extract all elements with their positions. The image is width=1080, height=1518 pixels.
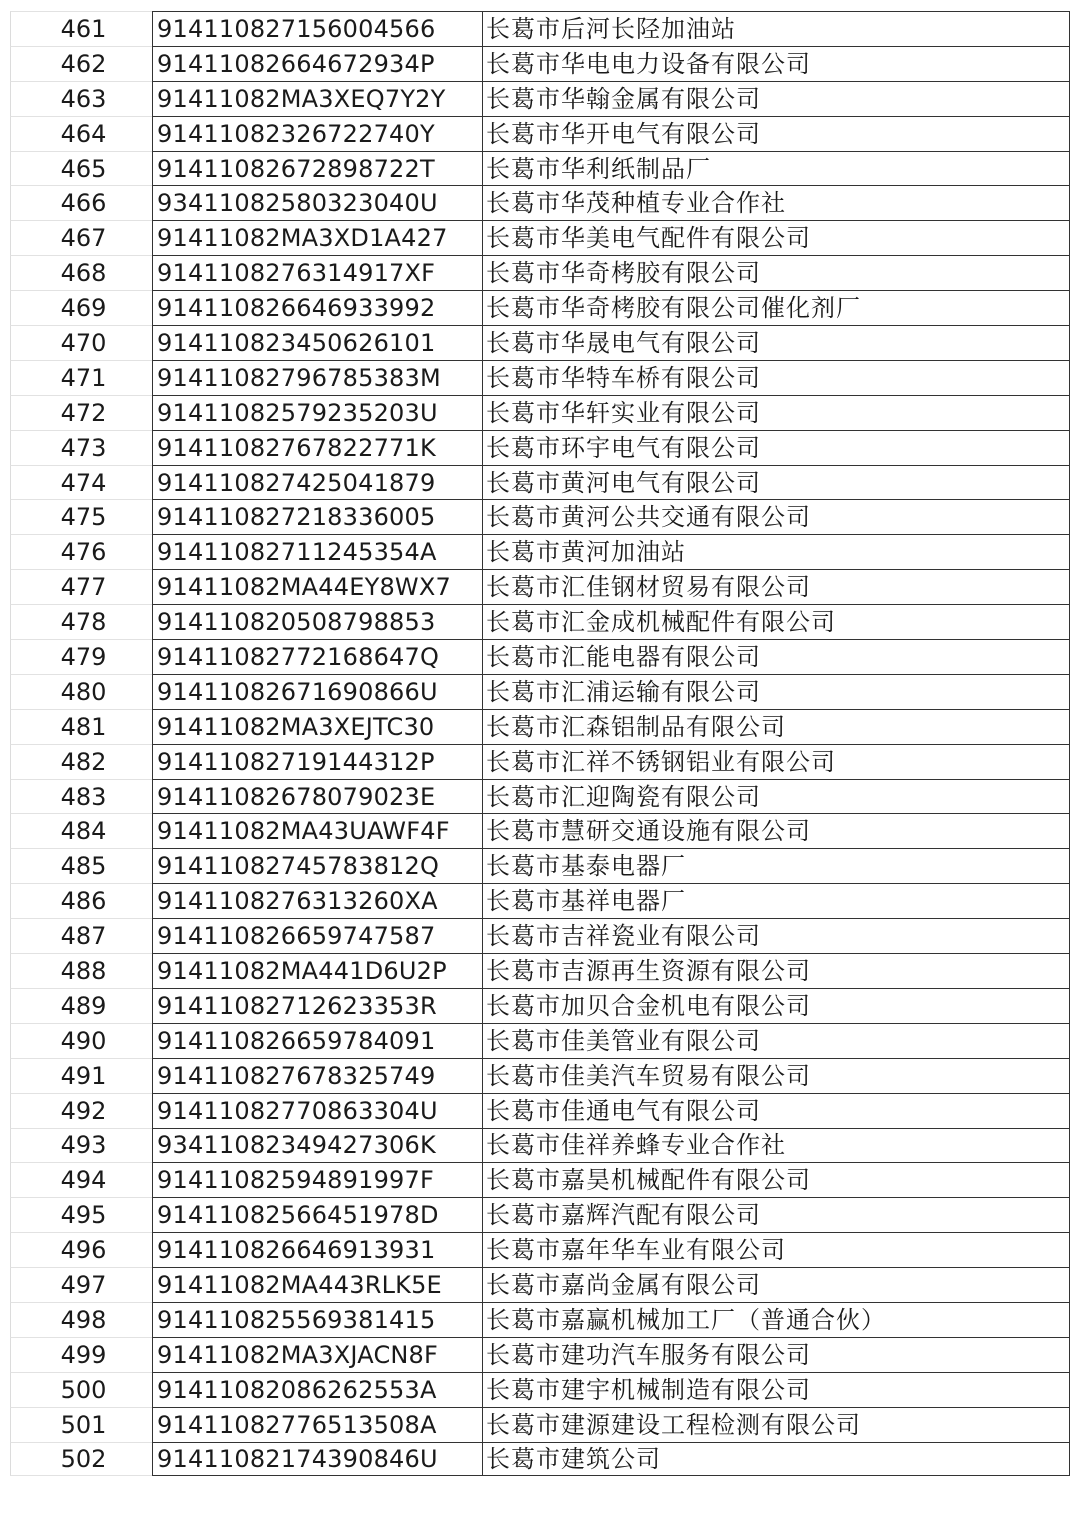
table-row [10, 1302, 1070, 1337]
row-number-cell: 464 [10, 116, 152, 151]
credit-code-cell: 91411082086262553A [152, 1372, 482, 1407]
company-name-cell: 长葛市汇祥不锈钢铝业有限公司 [482, 744, 1070, 779]
credit-code-cell: 91411082MA3XEJTC30 [152, 709, 482, 744]
company-name-cell: 长葛市嘉赢机械加工厂（普通合伙） [482, 1302, 1070, 1337]
row-number-cell: 467 [10, 220, 152, 255]
row-number-cell: 496 [10, 1232, 152, 1267]
row-number-cell: 470 [10, 325, 152, 360]
credit-code-cell: 93411082580323040U [152, 185, 482, 220]
company-name-cell: 长葛市华奇栲胶有限公司 [482, 255, 1070, 290]
company-registry-table [10, 11, 1070, 1476]
company-name-cell: 长葛市汇浦运输有限公司 [482, 674, 1070, 709]
table-row [10, 1372, 1070, 1407]
credit-code-cell: 91411082770863304U [152, 1093, 482, 1128]
company-name-cell: 长葛市汇金成机械配件有限公司 [482, 604, 1070, 639]
credit-code-cell: 914110826646913931 [152, 1232, 482, 1267]
table-row [10, 116, 1070, 151]
row-number-cell: 472 [10, 395, 152, 430]
company-name-cell: 长葛市华翰金属有限公司 [482, 81, 1070, 116]
table-row [10, 151, 1070, 186]
row-number-cell: 463 [10, 81, 152, 116]
company-name-cell: 长葛市佳美汽车贸易有限公司 [482, 1058, 1070, 1093]
row-number-cell: 474 [10, 465, 152, 500]
table-row [10, 46, 1070, 81]
credit-code-cell: 914110825569381415 [152, 1302, 482, 1337]
row-number-cell: 490 [10, 1023, 152, 1058]
company-name-cell: 长葛市汇迎陶瓷有限公司 [482, 779, 1070, 814]
row-number-cell: 469 [10, 290, 152, 325]
row-number-cell: 471 [10, 360, 152, 395]
company-name-cell: 长葛市华利纸制品厂 [482, 151, 1070, 186]
table-row [10, 1232, 1070, 1267]
table-row [10, 360, 1070, 395]
row-number-cell: 488 [10, 953, 152, 988]
company-name-cell: 长葛市华电电力设备有限公司 [482, 46, 1070, 81]
company-name-cell: 长葛市慧研交通设施有限公司 [482, 813, 1070, 848]
company-name-cell: 长葛市嘉年华车业有限公司 [482, 1232, 1070, 1267]
row-number-cell: 483 [10, 779, 152, 814]
table-row [10, 1197, 1070, 1232]
credit-code-cell: 91411082664672934P [152, 46, 482, 81]
row-number-cell: 495 [10, 1197, 152, 1232]
credit-code-cell: 914110826646933992 [152, 290, 482, 325]
row-number-cell: 485 [10, 848, 152, 883]
credit-code-cell: 91411082MA3XEQ7Y2Y [152, 81, 482, 116]
credit-code-cell: 91411082678079023E [152, 779, 482, 814]
company-name-cell: 长葛市黄河加油站 [482, 534, 1070, 569]
credit-code-cell: 914110827678325749 [152, 1058, 482, 1093]
company-name-cell: 长葛市佳祥养蜂专业合作社 [482, 1128, 1070, 1163]
company-name-cell: 长葛市黄河电气有限公司 [482, 465, 1070, 500]
credit-code-cell: 914110827425041879 [152, 465, 482, 500]
row-number-cell: 502 [10, 1442, 152, 1477]
credit-code-cell: 91411082711245354A [152, 534, 482, 569]
credit-code-cell: 914110826659747587 [152, 918, 482, 953]
credit-code-cell: 914110827218336005 [152, 499, 482, 534]
company-name-cell: 长葛市汇森铝制品有限公司 [482, 709, 1070, 744]
table-row [10, 1093, 1070, 1128]
table-row [10, 1442, 1070, 1477]
company-name-cell: 长葛市嘉昊机械配件有限公司 [482, 1162, 1070, 1197]
credit-code-cell: 91411082MA443RLK5E [152, 1267, 482, 1302]
row-number-cell: 501 [10, 1407, 152, 1442]
row-number-cell: 475 [10, 499, 152, 534]
table-row [10, 1023, 1070, 1058]
credit-code-cell: 91411082594891997F [152, 1162, 482, 1197]
table-row [10, 1267, 1070, 1302]
table-row [10, 11, 1070, 46]
table-row [10, 918, 1070, 953]
credit-code-cell: 914110826659784091 [152, 1023, 482, 1058]
table-row [10, 325, 1070, 360]
row-number-cell: 494 [10, 1162, 152, 1197]
row-number-cell: 482 [10, 744, 152, 779]
table-row [10, 1058, 1070, 1093]
company-name-cell: 长葛市吉祥瓷业有限公司 [482, 918, 1070, 953]
table-row [10, 744, 1070, 779]
table-row [10, 185, 1070, 220]
credit-code-cell: 9141108276313260XA [152, 883, 482, 918]
company-name-cell: 长葛市环宇电气有限公司 [482, 430, 1070, 465]
credit-code-cell: 91411082767822771K [152, 430, 482, 465]
credit-code-cell: 91411082326722740Y [152, 116, 482, 151]
table-row [10, 848, 1070, 883]
company-name-cell: 长葛市后河长陉加油站 [482, 11, 1070, 46]
table-row [10, 499, 1070, 534]
credit-code-cell: 91411082566451978D [152, 1197, 482, 1232]
company-name-cell: 长葛市佳美管业有限公司 [482, 1023, 1070, 1058]
row-number-cell: 461 [10, 11, 152, 46]
table-row [10, 1162, 1070, 1197]
row-number-cell: 484 [10, 813, 152, 848]
company-name-cell: 长葛市建源建设工程检测有限公司 [482, 1407, 1070, 1442]
table-row [10, 290, 1070, 325]
row-number-cell: 499 [10, 1337, 152, 1372]
credit-code-cell: 91411082745783812Q [152, 848, 482, 883]
table-row [10, 779, 1070, 814]
credit-code-cell: 91411082672898722T [152, 151, 482, 186]
credit-code-cell: 93411082349427306K [152, 1128, 482, 1163]
row-number-cell: 492 [10, 1093, 152, 1128]
table-row [10, 255, 1070, 290]
table-row [10, 220, 1070, 255]
company-name-cell: 长葛市嘉辉汽配有限公司 [482, 1197, 1070, 1232]
table-row [10, 1337, 1070, 1372]
company-name-cell: 长葛市汇能电器有限公司 [482, 639, 1070, 674]
table-row [10, 604, 1070, 639]
row-number-cell: 500 [10, 1372, 152, 1407]
company-name-cell: 长葛市华特车桥有限公司 [482, 360, 1070, 395]
credit-code-cell: 914110823450626101 [152, 325, 482, 360]
row-number-cell: 477 [10, 569, 152, 604]
credit-code-cell: 91411082719144312P [152, 744, 482, 779]
company-name-cell: 长葛市嘉尚金属有限公司 [482, 1267, 1070, 1302]
credit-code-cell: 91411082712623353R [152, 988, 482, 1023]
table-row [10, 883, 1070, 918]
credit-code-cell: 9141108276314917XF [152, 255, 482, 290]
company-name-cell: 长葛市基泰电器厂 [482, 848, 1070, 883]
table-row [10, 569, 1070, 604]
company-name-cell: 长葛市加贝合金机电有限公司 [482, 988, 1070, 1023]
table-row [10, 674, 1070, 709]
row-number-cell: 486 [10, 883, 152, 918]
row-number-cell: 497 [10, 1267, 152, 1302]
company-name-cell: 长葛市华美电气配件有限公司 [482, 220, 1070, 255]
credit-code-cell: 914110820508798853 [152, 604, 482, 639]
credit-code-cell: 91411082MA3XD1A427 [152, 220, 482, 255]
table-row [10, 1407, 1070, 1442]
company-name-cell: 长葛市黄河公共交通有限公司 [482, 499, 1070, 534]
row-number-cell: 462 [10, 46, 152, 81]
row-number-cell: 466 [10, 185, 152, 220]
company-name-cell: 长葛市基祥电器厂 [482, 883, 1070, 918]
row-number-cell: 498 [10, 1302, 152, 1337]
company-name-cell: 长葛市建宇机械制造有限公司 [482, 1372, 1070, 1407]
table-row [10, 395, 1070, 430]
row-number-cell: 473 [10, 430, 152, 465]
row-number-cell: 487 [10, 918, 152, 953]
row-number-cell: 481 [10, 709, 152, 744]
table-row [10, 813, 1070, 848]
credit-code-cell: 91411082174390846U [152, 1442, 482, 1477]
company-name-cell: 长葛市建功汽车服务有限公司 [482, 1337, 1070, 1372]
row-number-cell: 476 [10, 534, 152, 569]
company-name-cell: 长葛市建筑公司 [482, 1442, 1070, 1477]
credit-code-cell: 91411082796785383M [152, 360, 482, 395]
row-number-cell: 480 [10, 674, 152, 709]
company-name-cell: 长葛市华茂种植专业合作社 [482, 185, 1070, 220]
row-number-cell: 478 [10, 604, 152, 639]
company-name-cell: 长葛市华晟电气有限公司 [482, 325, 1070, 360]
credit-code-cell: 914110827156004566 [152, 11, 482, 46]
table-row [10, 988, 1070, 1023]
credit-code-cell: 91411082776513508A [152, 1407, 482, 1442]
table-row [10, 534, 1070, 569]
company-name-cell: 长葛市华轩实业有限公司 [482, 395, 1070, 430]
table-row [10, 430, 1070, 465]
credit-code-cell: 91411082671690866U [152, 674, 482, 709]
credit-code-cell: 91411082MA43UAWF4F [152, 813, 482, 848]
table-row [10, 81, 1070, 116]
credit-code-cell: 91411082579235203U [152, 395, 482, 430]
table-row [10, 953, 1070, 988]
row-number-cell: 479 [10, 639, 152, 674]
company-name-cell: 长葛市吉源再生资源有限公司 [482, 953, 1070, 988]
table-row [10, 639, 1070, 674]
row-number-cell: 489 [10, 988, 152, 1023]
credit-code-cell: 91411082MA441D6U2P [152, 953, 482, 988]
row-number-cell: 468 [10, 255, 152, 290]
company-name-cell: 长葛市华奇栲胶有限公司催化剂厂 [482, 290, 1070, 325]
credit-code-cell: 91411082MA3XJACN8F [152, 1337, 482, 1372]
table-row [10, 465, 1070, 500]
table-row [10, 1128, 1070, 1163]
company-name-cell: 长葛市华开电气有限公司 [482, 116, 1070, 151]
credit-code-cell: 91411082MA44EY8WX7 [152, 569, 482, 604]
row-number-cell: 491 [10, 1058, 152, 1093]
row-number-cell: 465 [10, 151, 152, 186]
table-row [10, 709, 1070, 744]
company-name-cell: 长葛市佳通电气有限公司 [482, 1093, 1070, 1128]
row-number-cell: 493 [10, 1128, 152, 1163]
credit-code-cell: 91411082772168647Q [152, 639, 482, 674]
company-name-cell: 长葛市汇佳钢材贸易有限公司 [482, 569, 1070, 604]
